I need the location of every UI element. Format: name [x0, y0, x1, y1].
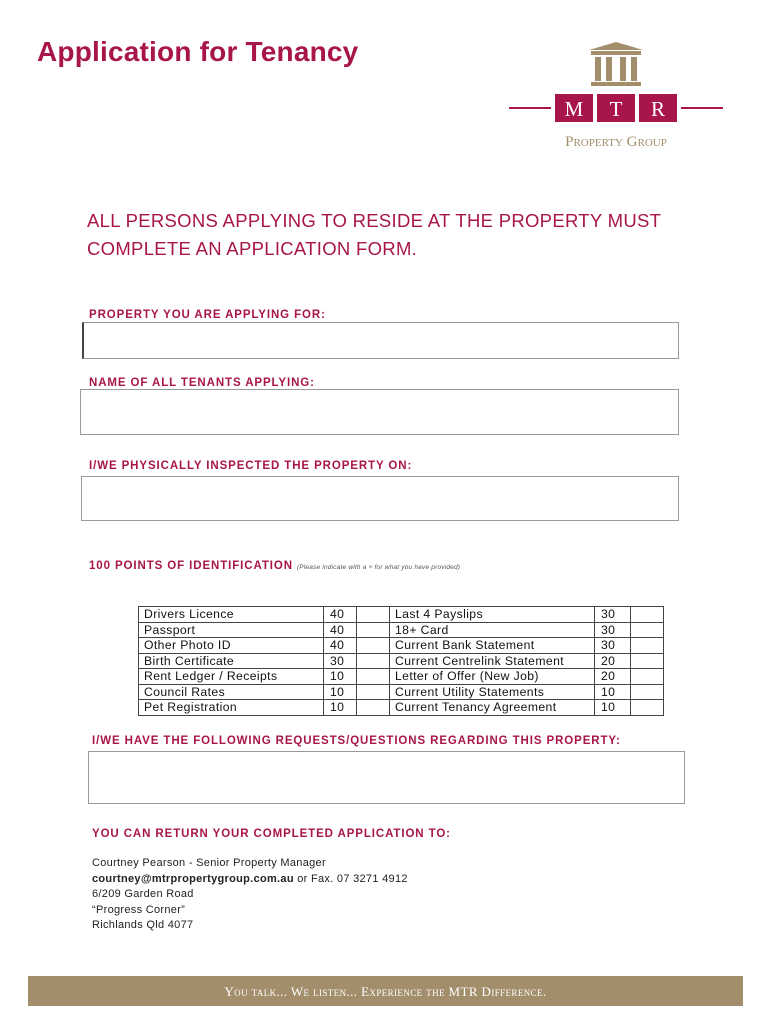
tenants-label: NAME OF ALL TENANTS APPLYING:: [89, 377, 315, 389]
id-item-left: Other Photo ID: [139, 638, 324, 654]
id-item-right: Letter of Offer (New Job): [390, 669, 595, 685]
property-label: PROPERTY YOU ARE APPLYING FOR:: [89, 309, 326, 321]
id-points-left: 40: [324, 638, 357, 654]
id-points-right: 30: [595, 607, 631, 623]
id-table-row: [139, 700, 664, 716]
tenants-input[interactable]: [80, 389, 679, 435]
id-checkbox-right[interactable]: [631, 653, 664, 669]
contact-email-line: [92, 872, 408, 888]
id-item-right: Current Utility Statements: [390, 684, 595, 700]
id-table-row: [139, 653, 664, 669]
inspected-label: I/WE PHYSICALLY INSPECTED THE PROPERTY ON:: [89, 460, 413, 472]
points-note: (Please indicate with a × for what you have provided): [296, 564, 461, 571]
id-checkbox-right[interactable]: [631, 700, 664, 716]
contact-email[interactable]: courtney@mtrpropertygroup.com.au: [92, 872, 294, 885]
id-points-right: 10: [595, 684, 631, 700]
id-checkbox-left[interactable]: [357, 653, 390, 669]
id-checkbox-left[interactable]: [357, 684, 390, 700]
id-item-left: Pet Registration: [139, 700, 324, 716]
requests-input[interactable]: [88, 751, 685, 804]
id-checkbox-left[interactable]: [357, 622, 390, 638]
address-street: 6/209 Garden Road: [92, 888, 194, 901]
page-title: Application for Tenancy: [37, 36, 359, 67]
id-item-left: Rent Ledger / Receipts: [139, 669, 324, 685]
contact-details: [92, 856, 408, 934]
return-label: YOU CAN RETURN YOUR COMPLETED APPLICATION TO:: [92, 828, 451, 840]
id-item-right: Current Tenancy Agreement: [390, 700, 595, 716]
id-points-left: 10: [324, 684, 357, 700]
id-points-left: 30: [324, 653, 357, 669]
id-checkbox-left[interactable]: [357, 607, 390, 623]
id-points-left: 40: [324, 607, 357, 623]
requests-label: I/WE HAVE THE FOLLOWING REQUESTS/QUESTIONS REGARDING THIS PROPERTY:: [92, 735, 621, 747]
mtr-logo: [505, 40, 727, 152]
id-item-right: 18+ Card: [390, 622, 595, 638]
id-item-left: Council Rates: [139, 684, 324, 700]
address-suburb: Richlands Qld 4077: [92, 919, 194, 932]
id-item-right: Current Bank Statement: [390, 638, 595, 654]
id-table-row: [139, 638, 664, 654]
instruction-headline: ALL PERSONS APPLYING TO RESIDE AT THE PROPERTY MUST COMPLETE AN APPLICATION FORM.: [87, 210, 661, 259]
identification-table: [138, 606, 664, 716]
id-checkbox-right[interactable]: [631, 622, 664, 638]
id-points-right: 30: [595, 622, 631, 638]
id-table-row: [139, 607, 664, 623]
id-points-left: 10: [324, 700, 357, 716]
id-table-row: [139, 622, 664, 638]
inspected-date-input[interactable]: [81, 476, 679, 521]
logo-letter-t: T: [609, 97, 623, 121]
id-points-left: 40: [324, 622, 357, 638]
id-points-right: 20: [595, 653, 631, 669]
id-points-left: 10: [324, 669, 357, 685]
id-checkbox-right[interactable]: [631, 607, 664, 623]
mtr-logo-graphic: [505, 40, 727, 152]
id-points-right: 20: [595, 669, 631, 685]
points-heading: 100 POINTS OF IDENTIFICATION: [89, 560, 293, 572]
id-item-left: Drivers Licence: [139, 607, 324, 623]
id-item-left: Birth Certificate: [139, 653, 324, 669]
id-checkbox-right[interactable]: [631, 638, 664, 654]
logo-letter-m: M: [564, 97, 584, 121]
logo-subtitle: Property Group: [565, 134, 667, 150]
property-input[interactable]: [82, 322, 679, 359]
id-checkbox-left[interactable]: [357, 669, 390, 685]
address-centre: “Progress Corner”: [92, 903, 186, 916]
points-label: [89, 560, 460, 572]
id-item-right: Last 4 Payslips: [390, 607, 595, 623]
logo-letter-r: R: [650, 97, 666, 121]
id-points-right: 10: [595, 700, 631, 716]
columns-icon: [589, 42, 643, 86]
id-item-left: Passport: [139, 622, 324, 638]
id-table-row: [139, 669, 664, 685]
contact-fax: or Fax. 07 3271 4912: [293, 872, 408, 885]
footer-banner: You talk... We listen... Experience the MTR Difference.: [28, 976, 743, 1006]
id-checkbox-left[interactable]: [357, 700, 390, 716]
id-points-right: 30: [595, 638, 631, 654]
id-item-right: Current Centrelink Statement: [390, 653, 595, 669]
id-table-row: [139, 684, 664, 700]
contact-name: Courtney Pearson - Senior Property Manager: [92, 857, 326, 869]
id-checkbox-right[interactable]: [631, 684, 664, 700]
id-checkbox-left[interactable]: [357, 638, 390, 654]
id-checkbox-right[interactable]: [631, 669, 664, 685]
